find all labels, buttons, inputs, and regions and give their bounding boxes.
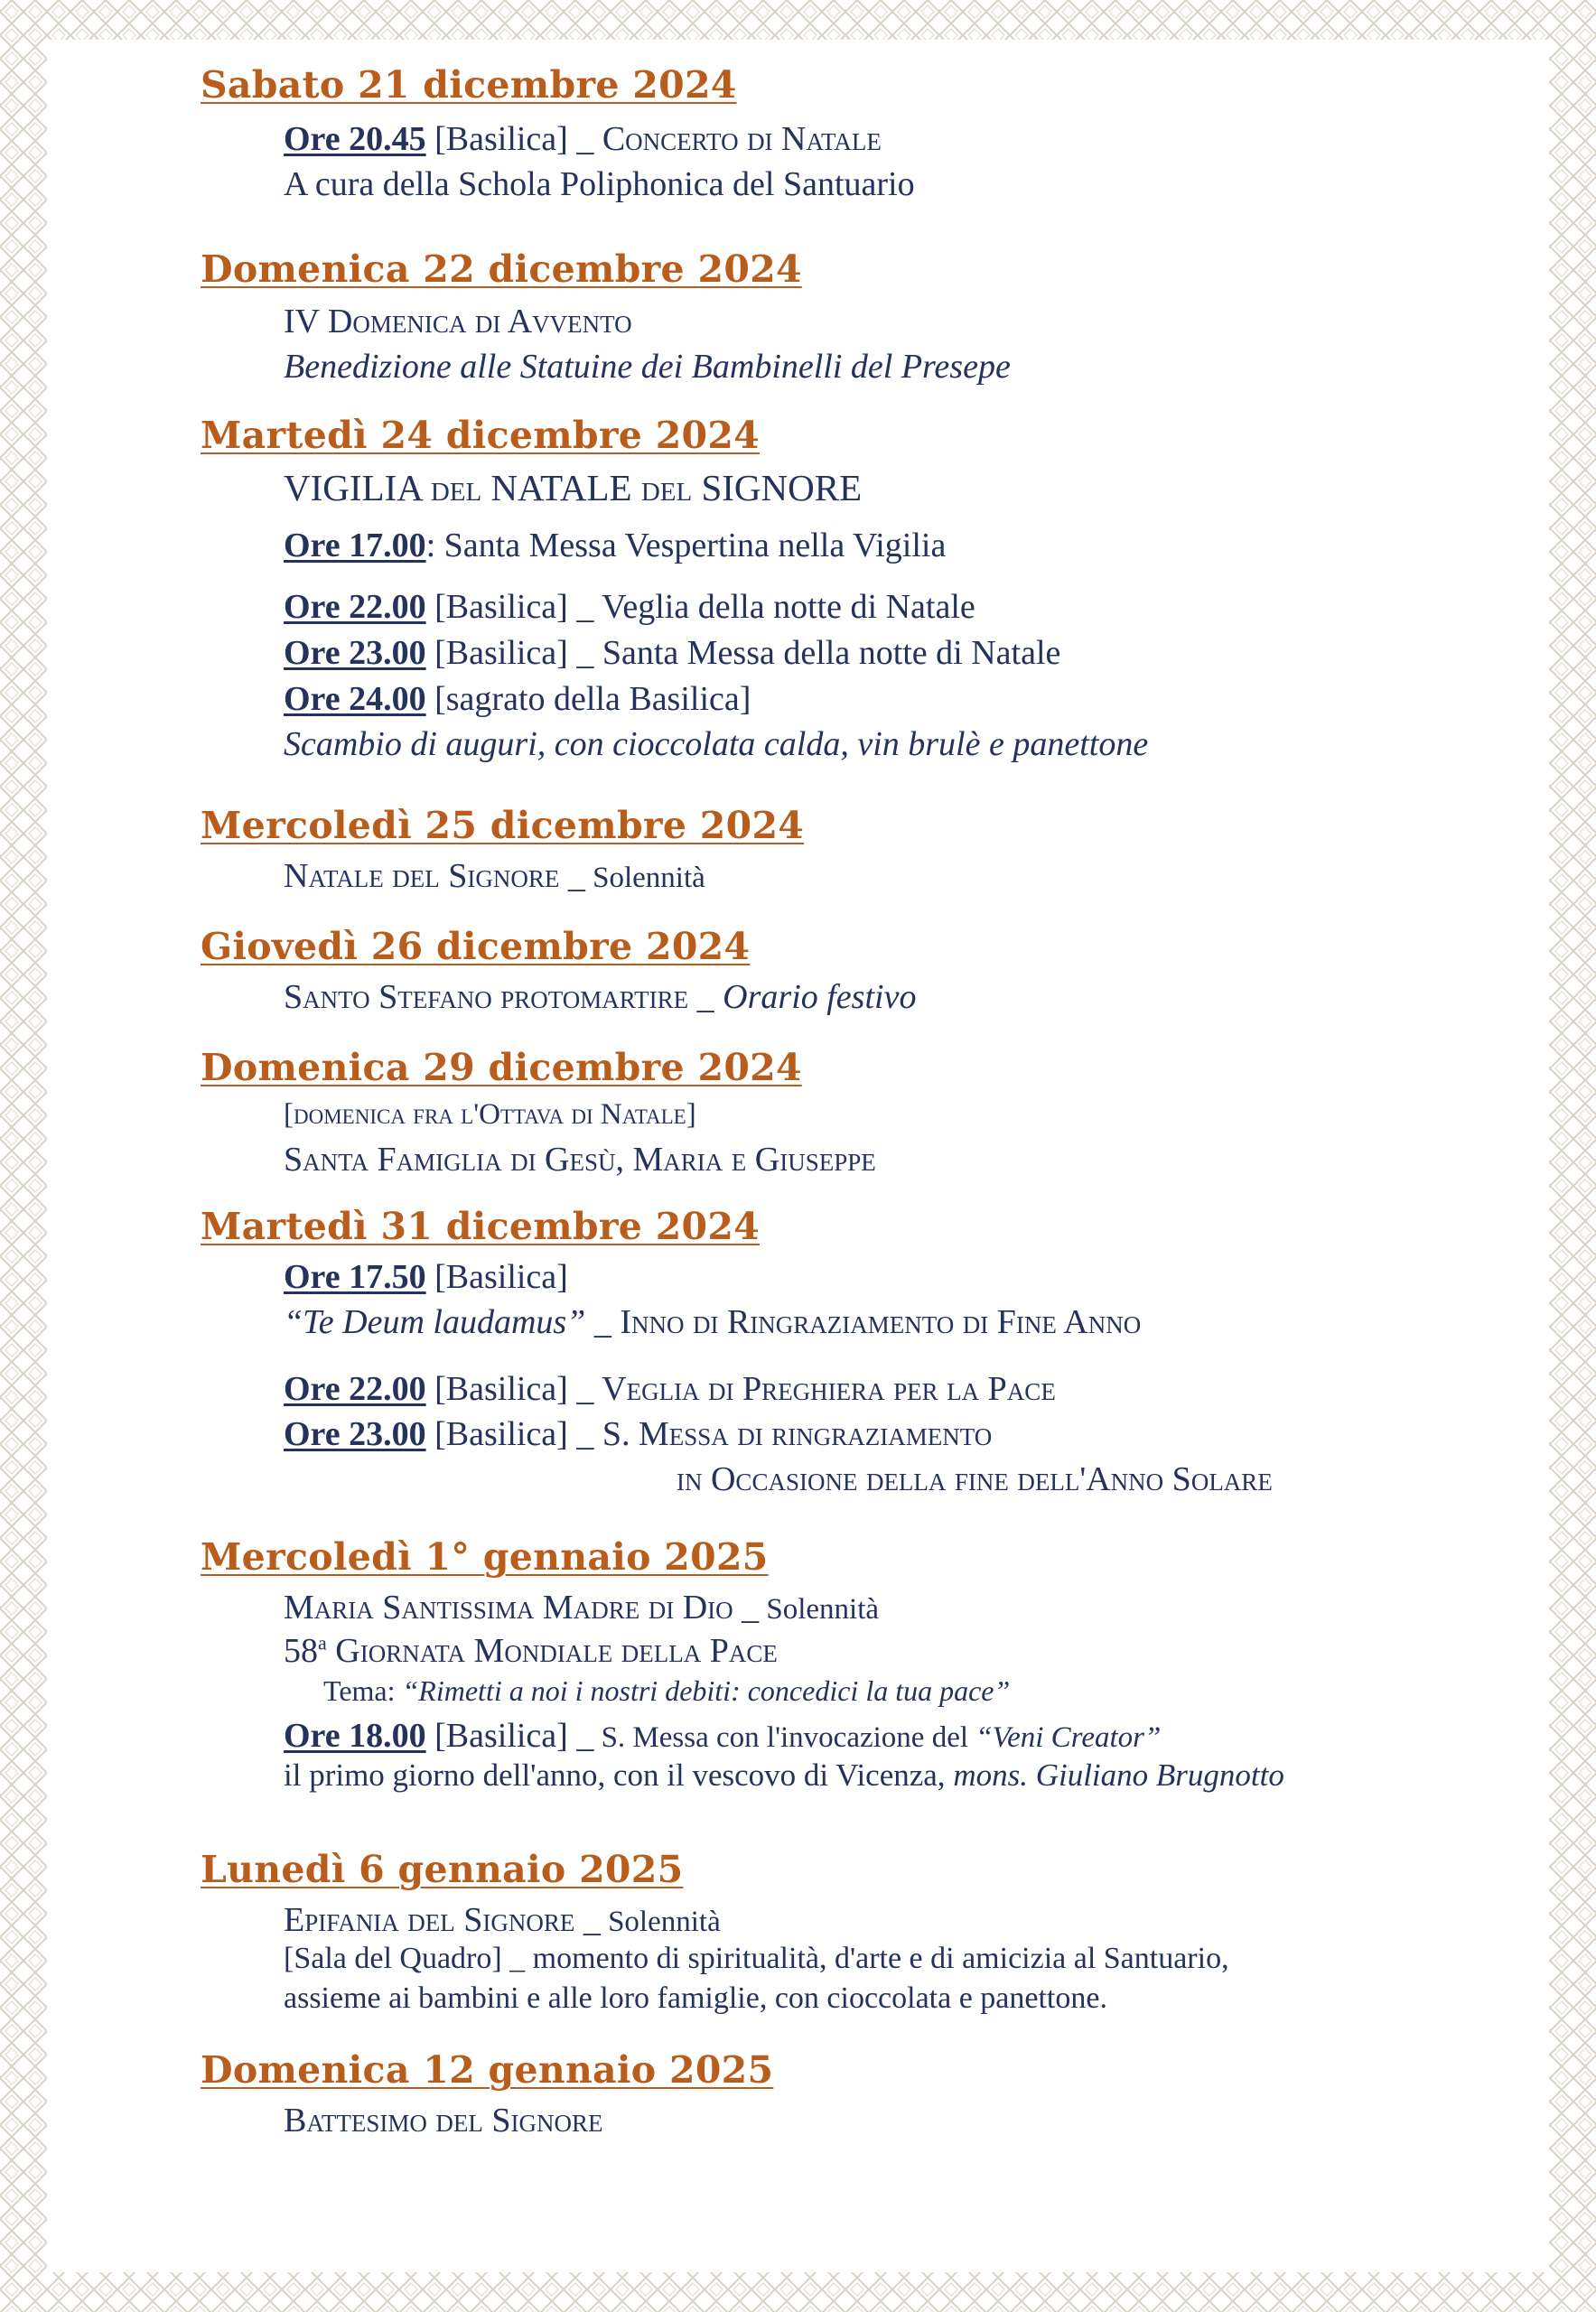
event-line: Ore 17.50 [Basilica] xyxy=(284,1258,568,1296)
event-date: Sabato 21 dicembre 2024 xyxy=(201,63,737,107)
event-line: Battesimo del Signore xyxy=(284,2102,603,2140)
event-line: Santo Stefano protomartire _ Orario festivo xyxy=(284,978,917,1016)
event-date: Mercoledì 1° gennaio 2025 xyxy=(201,1535,769,1579)
event-line: Ore 20.45 [Basilica] _ Concerto di Natale xyxy=(284,120,882,158)
event-line: “Te Deum laudamus” _ Inno di Ringraziamento di Fine Anno xyxy=(284,1303,1142,1341)
event-date: Lunedì 6 gennaio 2025 xyxy=(201,1848,684,1891)
event-date: Domenica 12 gennaio 2025 xyxy=(201,2048,774,2092)
event-line: Maria Santissima Madre di Dio _ Solennità xyxy=(284,1589,880,1627)
event-date: Domenica 22 dicembre 2024 xyxy=(201,247,802,291)
event-date: Domenica 29 dicembre 2024 xyxy=(201,1046,802,1089)
event-line: Ore 23.00 [Basilica] _ S. Messa di ringraziamento xyxy=(284,1415,993,1453)
event-line: Benedizione alle Statuine dei Bambinelli del Presepe xyxy=(284,348,1011,386)
event-line: Santa Famiglia di Gesù, Maria e Giuseppe xyxy=(284,1141,876,1179)
event-date: Martedì 31 dicembre 2024 xyxy=(201,1205,761,1248)
event-line: Tema: “Rimetti a noi i nostri debiti: concedici la tua pace” xyxy=(323,1674,1011,1707)
event-date: Mercoledì 25 dicembre 2024 xyxy=(201,804,805,847)
event-date: Martedì 24 dicembre 2024 xyxy=(201,414,761,457)
event-line: [Sala del Quadro] _ momento di spiritualità, d'arte e di amicizia al Santuario, xyxy=(284,1942,1229,1975)
event-line: A cura della Schola Poliphonica del Santuario xyxy=(284,165,915,203)
event-line: Epifania del Signore _ Solennità xyxy=(284,1901,721,1939)
event-line: Ore 23.00 [Basilica] _ Santa Messa della notte di Natale xyxy=(284,634,1061,672)
event-line: Scambio di auguri, con cioccolata calda, vin brulè e panettone xyxy=(284,725,1149,763)
event-line: [domenica fra l'Ottava di Natale] xyxy=(284,1098,696,1131)
event-line: Ore 17.00: Santa Messa Vespertina nella Vigilia xyxy=(284,527,947,564)
event-line: assieme ai bambini e alle loro famiglie, con cioccolata e panettone. xyxy=(284,1981,1107,2015)
event-line: Natale del Signore _ Solennità xyxy=(284,857,705,895)
event-line: il primo giorno dell'anno, con il vescovo di Vicenza, mons. Giuliano Brugnotto xyxy=(284,1757,1284,1793)
event-date: Giovedì 26 dicembre 2024 xyxy=(201,925,751,968)
event-line: Ore 22.00 [Basilica] _ Veglia di Preghiera per la Pace xyxy=(284,1370,1056,1408)
event-line: Ore 24.00 [sagrato della Basilica] xyxy=(284,680,751,718)
event-line: Ore 18.00 [Basilica] _ S. Messa con l'invocazione del “Veni Creator” xyxy=(284,1717,1162,1755)
event-line: IV Domenica di Avvento xyxy=(284,303,632,340)
event-line: Ore 22.00 [Basilica] _ Veglia della notte di Natale xyxy=(284,588,975,626)
event-line: VIGILIA del NATALE del SIGNORE xyxy=(284,467,863,508)
event-line: 58$^a$ Giornata Mondiale della Pace xyxy=(284,1631,778,1670)
event-line: in Occasione della fine dell'Anno Solare xyxy=(677,1460,1273,1498)
